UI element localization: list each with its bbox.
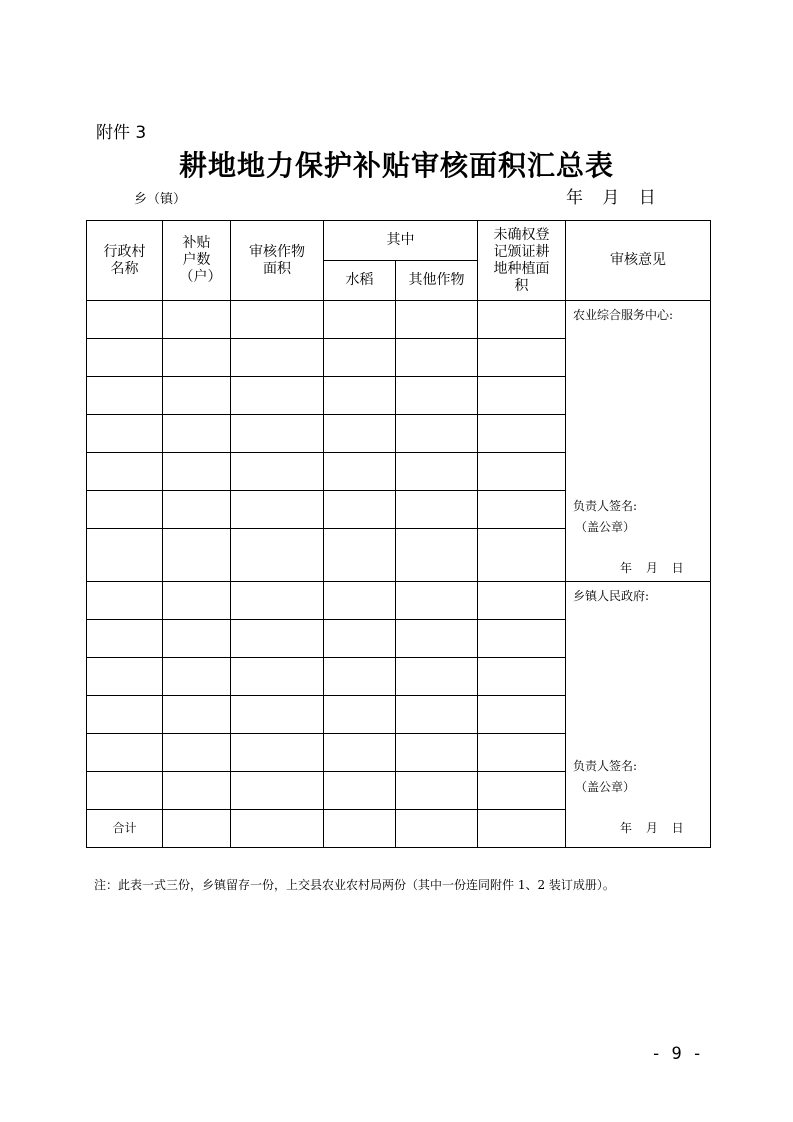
- opinion-org: 农业综合服务中心:: [573, 308, 674, 322]
- header-rice: 水稻: [324, 261, 396, 301]
- attachment-label: 附件 3: [96, 123, 147, 143]
- signer-label: 负责人签名:: [573, 759, 638, 773]
- header-households: 补贴户数（户）: [163, 221, 231, 301]
- header-other: 其他作物: [396, 261, 478, 301]
- document-title: 耕地地力保护补贴审核面积汇总表: [178, 149, 614, 182]
- seal-label: （盖公章）: [575, 780, 636, 794]
- opinion-org: 乡镇人民政府:: [573, 589, 650, 603]
- opinion-cell-township-government: [566, 582, 711, 848]
- opinion-date: 年 月 日: [620, 821, 684, 835]
- total-label: 合计: [87, 810, 163, 848]
- header-of-which: 其中: [324, 221, 478, 261]
- table-row: [87, 301, 711, 339]
- opinion-cell-service-center: [566, 301, 711, 582]
- footnote: 注：此表一式三份，乡镇留存一份，上交县农业农村局两份（其中一份连同附件 1、2 装订成册）。: [94, 878, 615, 892]
- summary-table: [86, 220, 711, 848]
- township-label: 乡（镇）: [134, 192, 187, 207]
- header-area: 审核作物面积: [231, 221, 324, 301]
- table-row: [87, 582, 711, 620]
- header-opinion: 审核意见: [566, 221, 711, 301]
- header-village: 行政村名称: [87, 221, 163, 301]
- header-date: 年 月 日: [566, 188, 656, 208]
- signer-label: 负责人签名:: [573, 499, 638, 513]
- seal-label: （盖公章）: [575, 520, 636, 534]
- page-number: - 9 -: [651, 1044, 703, 1064]
- header-unconfirmed: 未确权登记颁证耕地种植面积: [478, 221, 566, 301]
- opinion-date: 年 月 日: [620, 561, 684, 575]
